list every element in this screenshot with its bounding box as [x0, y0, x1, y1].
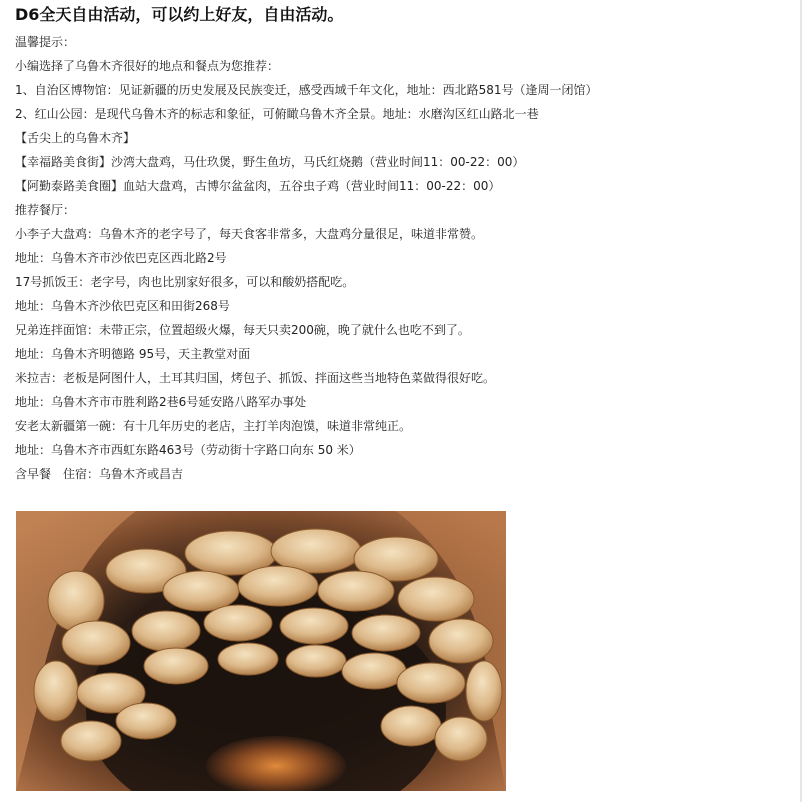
baozi-shape [132, 611, 200, 651]
baozi-shape [286, 645, 346, 677]
text-line-restaurants-heading: 推荐餐厅： [15, 203, 76, 217]
baozi-shape [144, 648, 208, 684]
text-line-restaurant-4: 米拉吉：老板是阿图什人，土耳其归国，烤包子、抓饭、拌面这些当地特色菜做得很好吃。 [15, 371, 496, 385]
baozi-shape [34, 661, 78, 721]
baozi-shape [62, 621, 130, 665]
text-line-museum: 1、自治区博物馆：见证新疆的历史发展及民族变迁，感受西域千年文化，地址：西北路581号（逢周一闭馆） [15, 83, 598, 97]
text-line-restaurant-5: 安老太新疆第一碗：有十几年历史的老店，主打羊肉泡馍，味道非常纯正。 [15, 419, 412, 433]
text-line-hongshan-park: 2、红山公园：是现代乌鲁木齐的标志和象征，可俯瞰乌鲁木齐全景。地址：水磨沟区红山路北一巷 [15, 107, 539, 121]
text-line-food-heading: 【舌尖上的乌鲁木齐】 [15, 131, 136, 145]
text-line-address-4: 地址：乌鲁木齐市市胜利路2巷6号延安路八路军办事处 [15, 395, 307, 409]
text-line-address-5: 地址：乌鲁木齐市西虹东路463号（劳动街十字路口向东 50 米） [15, 443, 361, 457]
text-line-address-3: 地址：乌鲁木齐明德路 95号，天主教堂对面 [15, 347, 251, 361]
text-line-aqintai-road: 【阿勤泰路美食圈】血站大盘鸡，古博尔盆盆肉，五谷虫子鸡（营业时间11：00-22：00） [15, 179, 501, 193]
text-line-xingfu-road: 【幸福路美食街】沙湾大盘鸡，马仕玖煲，野生鱼坊，马氏红烧鹅（营业时间11：00-22：00） [15, 155, 525, 169]
day-title: D6全天自由活动，可以约上好友，自由活动。 [15, 5, 344, 24]
baozi-shape [238, 566, 318, 606]
text-line-address-2: 地址：乌鲁木齐沙依巴克区和田街268号 [15, 299, 230, 313]
text-line-restaurant-3: 兄弟连拌面馆：未带正宗，位置超级火爆，每天只卖200碗，晚了就什么也吃不到了。 [15, 323, 470, 337]
baozi-shape [398, 577, 474, 621]
baozi-shape [318, 571, 394, 611]
baozi-shape [381, 706, 441, 746]
text-line-address-1: 地址：乌鲁木齐市沙依巴克区西北路2号 [15, 251, 227, 265]
baozi-shape [397, 663, 465, 703]
itinerary-day-section [15, 0, 795, 486]
text-line-tip-heading: 温馨提示： [15, 35, 76, 49]
baozi-shape [435, 717, 487, 761]
text-line-restaurant-1: 小李子大盘鸡：乌鲁木齐的老字号了，每天食客非常多，大盘鸡分量很足，味道非常赞。 [15, 227, 484, 241]
baozi-shape [342, 653, 406, 689]
baozi-shape [352, 615, 420, 651]
text-line-meals-lodging: 含早餐 住宿：乌鲁木齐或昌吉 [15, 467, 184, 481]
baozi-shape [218, 643, 278, 675]
tandoor-baozi-photo [16, 511, 506, 791]
baozi-shape [116, 703, 176, 739]
baozi-shape [163, 571, 239, 611]
baozi-shape [429, 619, 493, 663]
baozi-shape [280, 608, 348, 644]
baozi-shape [204, 605, 272, 641]
text-line-restaurant-2: 17号抓饭王：老字号，肉也比别家好很多，可以和酸奶搭配吃。 [15, 275, 355, 289]
text-line-intro: 小编选择了乌鲁木齐很好的地点和餐点为您推荐： [15, 59, 280, 73]
baozi-shape [466, 661, 502, 721]
baozi-shape [61, 721, 121, 761]
